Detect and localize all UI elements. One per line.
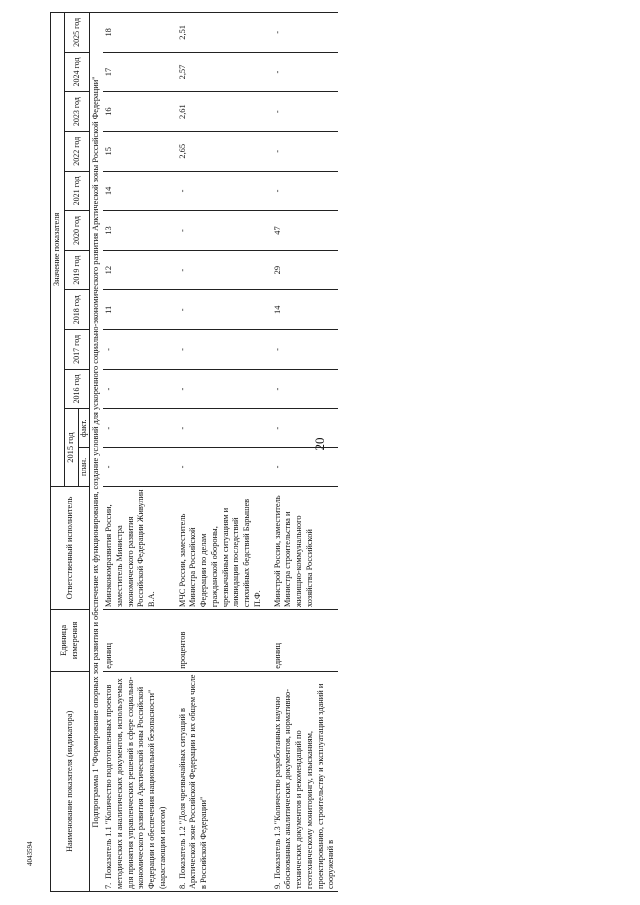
value-cell: 47 [265, 211, 339, 251]
value-cell: - [170, 211, 265, 251]
value-cell: 2,57 [170, 52, 265, 92]
value-cell: - [265, 52, 339, 92]
row-number: 8. [177, 882, 187, 889]
value-cell: 11 [103, 290, 170, 330]
header-year: 2022 год [64, 131, 90, 171]
row-number: 7. [104, 882, 114, 889]
header-year: 2023 год [64, 92, 90, 132]
header-plan: план. [78, 448, 90, 487]
value-cell: - [265, 13, 339, 53]
value-cell: - [170, 330, 265, 370]
indicators-table [50, 12, 338, 892]
value-cell: 17 [103, 52, 170, 92]
header-responsible: Ответственный исполнитель [51, 486, 90, 609]
header-year: 2018 год [64, 290, 90, 330]
value-cell: 12 [103, 250, 170, 290]
value-cell: 14 [265, 290, 339, 330]
indicator-text: Показатель 1.2 "Доля чрезвычайных ситуаций в Арктической зоне Российской Федерации в их общем числе в Российской Федерации" [177, 674, 209, 889]
indicator-cell [170, 671, 265, 891]
unit-cell: единиц [103, 610, 170, 672]
value-cell: 16 [103, 92, 170, 132]
value-cell: - [103, 369, 170, 409]
responsible-cell: Минэкономразвития России, заместитель Министра экономического развития Российской Федерации Живулин В.А. [103, 486, 170, 609]
value-cell: - [170, 409, 265, 448]
responsible-cell: МЧС России, заместитель Министра Российской Федерации по делам гражданской обороны, чрезвычайным ситуациям и ликвидации последствий стихийных бедствий Барышев П.Ф. [170, 486, 265, 609]
header-year: 2017 год [64, 330, 90, 370]
header-indicator-name: Наименование показателя (индикатора) [51, 671, 90, 891]
header-year: 2016 год [64, 369, 90, 409]
value-cell: - [103, 409, 170, 448]
value-cell: - [265, 171, 339, 211]
header-year: 2025 год [64, 13, 90, 53]
header-indicator-values: Значение показателя [51, 13, 65, 487]
rotated-page-content [50, 12, 610, 892]
value-cell: 29 [265, 250, 339, 290]
value-cell: - [170, 369, 265, 409]
header-year: 2024 год [64, 52, 90, 92]
value-cell: - [103, 448, 170, 487]
value-cell: - [103, 330, 170, 370]
value-cell: - [265, 330, 339, 370]
header-year: 2020 год [64, 211, 90, 251]
value-cell: - [170, 290, 265, 330]
unit-cell: процентов [170, 610, 265, 672]
value-cell: 15 [103, 131, 170, 171]
value-cell: - [265, 131, 339, 171]
unit-cell: единиц [265, 610, 339, 672]
table-row [265, 13, 339, 892]
subprogram-title: Подпрограмма 1 "Формирование опорных зон развития и обеспечение их функционирования, создание условий для ускоренного социально-экономического развития Арктической зоны Российской Федерации" [90, 13, 103, 892]
indicator-text: Показатель 1.1 "Количество подготовленных проектов методических и аналитических документов, используемых для принятия управленческих решений в сфере социально-экономического развития Арктической зоны Российской Федерации и обеспечения национальной безопасности" (нарастающим итогом) [104, 676, 167, 889]
value-cell: - [265, 409, 339, 448]
value-cell: 18 [103, 13, 170, 53]
header-year: 2021 год [64, 171, 90, 211]
responsible-cell: Минстрой России, заместитель Министра строительства и жилищно-коммунального хозяйства Российской [265, 486, 339, 609]
value-cell: - [170, 250, 265, 290]
value-cell: 13 [103, 211, 170, 251]
table-row [103, 13, 170, 892]
indicator-cell [265, 671, 339, 891]
value-cell: - [265, 369, 339, 409]
value-cell: - [170, 448, 265, 487]
header-fact: факт. [78, 409, 90, 448]
value-cell: - [265, 448, 339, 487]
header-year: 2019 год [64, 250, 90, 290]
header-year-2015: 2015 год [64, 409, 78, 487]
value-cell: 2,61 [170, 92, 265, 132]
row-number: 9. [272, 882, 282, 889]
indicator-text: Показатель 1.3 "Количество разработанных научно обоснованных аналитических документов, нормативно-технических документов и рекомендаций по геотехническому мониторингу, изысканиям, проектированию, строительству и эксплуатации зданий и сооружений в [272, 683, 336, 889]
value-cell: 14 [103, 171, 170, 211]
value-cell: 2,51 [170, 13, 265, 53]
value-cell: - [170, 171, 265, 211]
header-unit: Единица измерения [51, 610, 90, 672]
document-code: 4043594 [26, 841, 34, 866]
table-row [170, 13, 265, 892]
value-cell: - [265, 92, 339, 132]
page-number: 20 [312, 437, 327, 451]
indicator-cell [103, 671, 170, 891]
value-cell: 2,65 [170, 131, 265, 171]
